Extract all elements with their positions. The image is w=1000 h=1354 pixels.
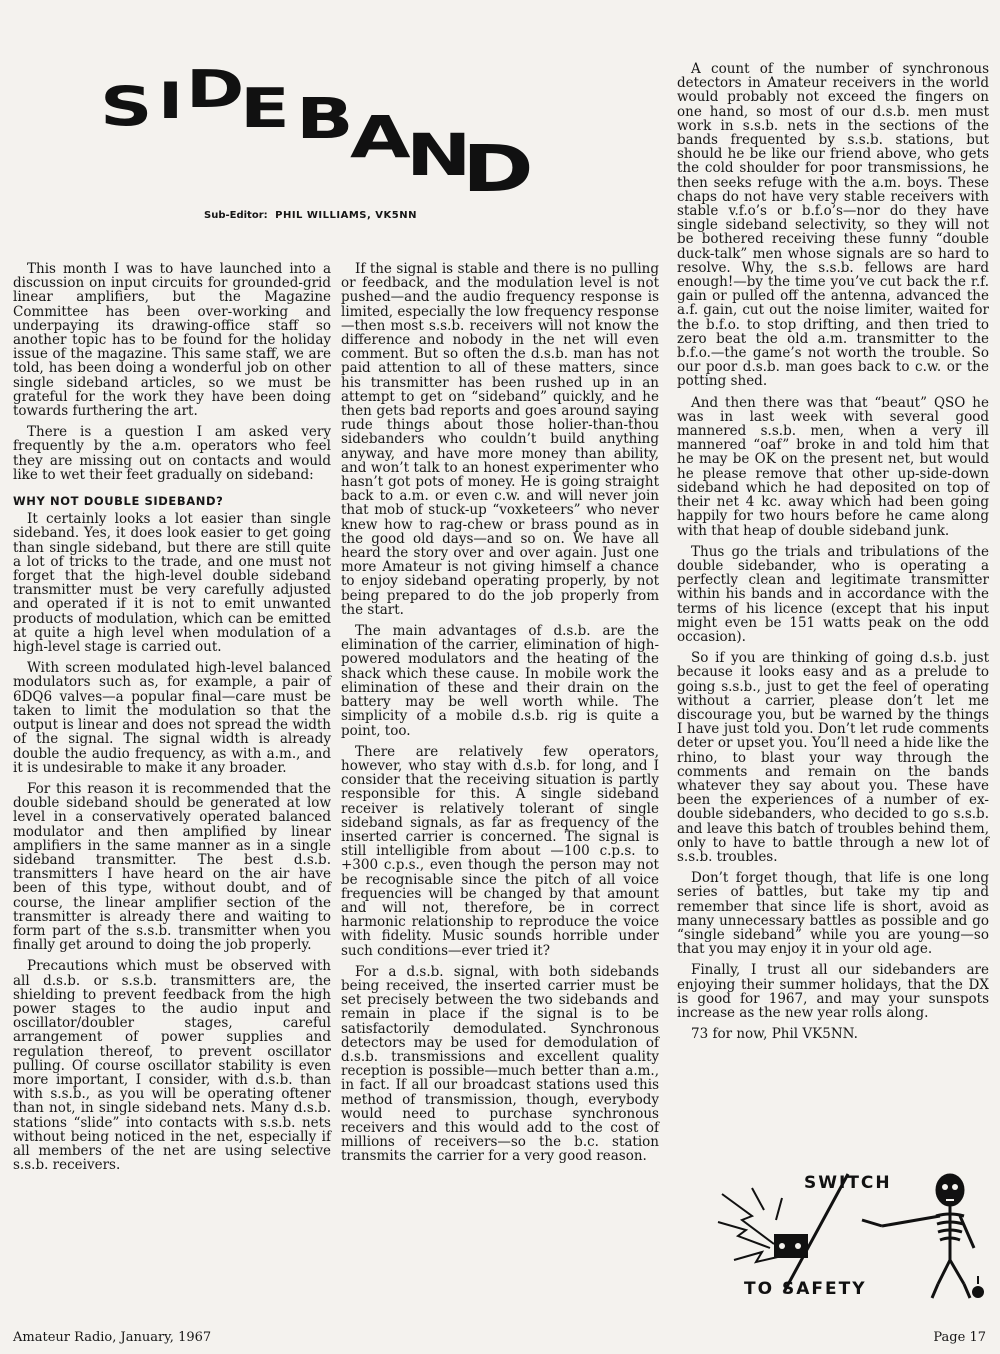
switch-to-safety-cartoon <box>712 1164 990 1304</box>
paragraph: For a d.s.b. signal, with both sidebands being received, the inserted carrier must be set precisely between the two sidebands and remain in place if the signal is to be satisfactorily demodulated. Synchronous detectors may be used for demodulation of d.s.b. transmissions and excellent quality reception is possible—much better than a.m., in fact. If all our broadcast stations used this method of transmission, though, everybody would need to purchase synchronous receivers and this would add to the cost of millions of receivers—so the b.c. station transmits the carrier for a very good reason. <box>341 963 659 1165</box>
footer-page-number: Page 17 <box>933 1330 986 1345</box>
title-letter-d: D <box>186 60 245 120</box>
sideband-title <box>100 62 660 212</box>
title-letter-d2: D <box>462 133 534 207</box>
subeditor-credit <box>204 210 417 221</box>
title-letter-a: A <box>350 103 411 171</box>
paragraph: It certainly looks a lot easier than single sideband. Yes, it does look easier to get going than single sideband, but there are still quite a lot of tricks to the trade, and one must not forget that the high-level double sideband transmitter must be very carefully adjusted and operated if it is not to emit unwanted products of modulation, which can be emitted at quite a high level when modulation of a high-level stage is carried out. <box>13 511 331 656</box>
title-letter-e: E <box>240 77 290 140</box>
title-letter-b: B <box>296 87 354 152</box>
title-letter-n: N <box>406 121 472 189</box>
title-letter-i: I <box>158 72 184 130</box>
cartoon-top-text: SWITCH <box>804 1173 892 1193</box>
paragraph: The main advantages of d.s.b. are the elimination of the carrier, elimination of high-powered modulators and the heating of the shack which these cause. In mobile work the elimination of these and their drain on the battery may be well worth while. The simplicity of a mobile d.s.b. rig is quite a point, too. <box>341 623 659 739</box>
paragraph: There are relatively few operators, however, who stay with d.s.b. for long, and I consider that the receiving situation is partly responsible for this. A single sideband receiver is relatively tolerant of single sideband signals, as far as frequency of the inserted carrier is concerned. The signal is still intelligible from about —100 c.p.s. to +300 c.p.s., even though the person may not be recognisable since the pitch of all voice frequencies will be changed by that amount and will not, therefore, be in correct harmonic relationship to reproduce the voice with fidelity. Music sounds horrible under such conditions—ever tried it? <box>341 743 659 959</box>
column-3 <box>677 62 989 1048</box>
footer-publication: Amateur Radio, January, 1967 <box>13 1330 212 1345</box>
paragraph: With screen modulated high-level balanced modulators such as, for example, a pair of 6DQ6 valves—a popular final—care must be taken to limit the modulation so that the output is linear and does not spread the width of the signal. The signal width is already double the audio frequency, as with a.m., and it is undesirable to make it any broader. <box>13 660 331 776</box>
subeditor-name: PHIL WILLIAMS, VK5NN <box>275 210 417 221</box>
paragraph: Precautions which must be observed with all d.s.b. or s.s.b. transmitters are, the shielding to prevent feedback from the high power stages to the audio input and oscillator/doubler stages, careful arrangement of power supplies and regulation thereof, to prevent oscillator pulling. Of course oscillator stability is even more important, I consider, with d.s.b. than with s.s.b., as you will be operating oftener than not, in single sideband nets. Many d.s.b. stations “slide” into contacts with s.s.b. nets without being noticed in the net, especially if all members of the net are using selective s.s.b. receivers. <box>13 958 331 1174</box>
paragraph: A count of the number of synchronous detectors in Amateur receivers in the world would probably not exceed the fingers on one hand, so most of our d.s.b. men must work in s.s.b. nets in the sections of the bands frequented by s.s.b. stations, but should he be like our friend above, who gets the cold shoulder for poor transmissions, he then seeks refuge with the a.m. boys. These chaps do not have very stable receivers with stable v.f.o’s or b.f.o’s—nor do they have single sideband selectivity, so they will not be bothered receiving these funny “double duck-talk” men whose signals are so hard to resolve. Why, the s.s.b. fellows are hard enough!—by the time you’ve cut back the r.f. gain or pulled off the antenna, advanced the a.f. gain, cut out the noise limiter, waited for the b.f.o. to stop drifting, and then tried to zero beat the old a.m. transmitter to the b.f.o.—the game’s not worth the trouble. So our poor d.s.b. man goes back to c.w. or the potting shed. <box>677 61 989 390</box>
skeleton-icon <box>862 1175 974 1298</box>
lamp-icon <box>972 1276 984 1298</box>
subeditor-label: Sub-Editor: <box>204 210 268 221</box>
column-2 <box>341 262 659 1171</box>
cartoon-bottom-text: TO SAFETY <box>744 1279 867 1299</box>
cartoon-illustration <box>712 1164 990 1304</box>
paragraph: Thus go the trials and tribulations of the double sidebander, who is operating a perfectly clean and legitimate transmitter within his bands and in accordance with the terms of his licence (except that his input might even be 151 watts peak on the odd occasion). <box>677 543 989 645</box>
title-letter-s: S <box>100 75 153 138</box>
paragraph: So if you are thinking of going d.s.b. just because it looks easy and as a prelude to going s.s.b., just to get the feel of operating without a carrier, please don’t let me discourage you, but be warned by the things I have just told you. Don’t let rude comments deter or upset you. You’ll need a hide like the rhino, to blast your way through the comments and remain on the bands whatever they say about you. These have been the experiences of a number of ex-double sidebanders, who decided to go s.s.b. and leave this batch of troubles behind them, only to have to battle through a new lot of s.s.b. troubles. <box>677 650 989 865</box>
lightning-icon <box>718 1188 782 1262</box>
paragraph: Don’t forget though, that life is one long series of battles, but take my tip and remember that since life is short, avoid as many unnecessary battles as possible and go “single sideband” while you are young—so that you may enjoy it in your old age. <box>677 870 989 958</box>
paragraph: For this reason it is recommended that the double sideband should be generated at low level in a conservatively operated balanced modulator and then amplified by linear amplifiers in the same manner as in a single sideband transmitter. The best d.s.b. transmitters I have heard on the air have been of this type, without doubt, and of course, the linear amplifier section of the transmitter is already there and waiting to form part of the s.s.b. transmitter when you finally get around to doing the job properly. <box>13 780 331 954</box>
section-heading: WHY NOT DOUBLE SIDEBAND? <box>13 494 224 509</box>
signoff: 73 for now, Phil VK5NN. <box>691 1026 858 1043</box>
paragraph: Finally, I trust all our sidebanders are enjoying their summer holidays, that the DX is good for 1967, and may your sunspots increase as the new year rolls along. <box>677 962 989 1021</box>
paragraph: If the signal is stable and there is no pulling or feedback, and the modulation level is not pushed—and the audio frequency response is limited, especially the low frequency response—then most s.s.b. receivers will not know the difference and nobody in the net will even comment. But so often the d.s.b. man has not paid attention to all of these matters, since his transmitter has been rushed up in an attempt to get on “sideband” quickly, and he then gets bad reports and goes around saying rude things about those holier-than-thou sidebanders who couldn’t build anything anyway, and have more money than ability, and won’t talk to an honest experimenter who hasn’t got pots of money. He is going straight back to a.m. or even c.w. and will never join that mob of stuck-up “voxketeers” who never knew how to rag-chew or brass pound as in the good old days—and so on. We have all heard the story over and over again. Just one more Amateur is not giving himself a chance to enjoy sideband operating properly, by not being prepared to do the job properly from the start. <box>341 261 659 618</box>
column-1 <box>13 262 331 1179</box>
paragraph: This month I was to have launched into a discussion on input circuits for grounded-grid linear amplifiers, but the Magazine Committee has been over-working and underpaying its drawing-office staff so another topic has to be found for the holiday issue of the magazine. This same staff, we are told, has been doing a wonderful job on other single sideband articles, so we must be grateful for the work they have been doing towards furthering the art. <box>13 261 331 420</box>
paragraph: There is a question I am asked very frequently by the a.m. operators who feel they are missing out on contacts and would like to wet their feet gradually on sideband: <box>13 424 331 483</box>
paragraph: And then there was that “beaut” QSO he was in last week with several good mannered s.s.b. men, when a very ill mannered “oaf” broke in and told him that he may be OK on the present net, but would he please remove that other up-side-down sideband which he had deposited on top of their net 4 kc. away which had been going happily for two hours before he came along with that heap of double sideband junk. <box>677 394 989 539</box>
